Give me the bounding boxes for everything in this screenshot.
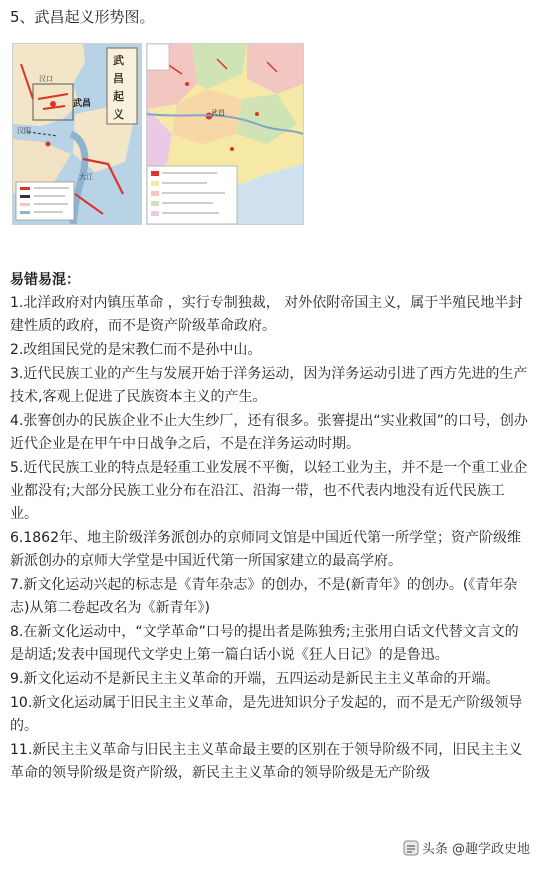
watermark	[403, 838, 530, 857]
place-label-river: 大江	[79, 173, 93, 181]
section-title-common-mistakes: 易错易混：	[10, 272, 80, 288]
place-label-wuchang: 武昌	[73, 99, 92, 109]
list-item: 1.北洋政府对内镇压革命 ，实行专制独裁， 对外依附帝国主义，属于半殖民地半封建性质的政府，而不是资产阶级革命政府。	[10, 295, 523, 334]
national-situation-map-graphic	[147, 44, 303, 224]
list-item: 6.1862年、地主阶级洋务派创办的京师同文馆是中国近代第一所学堂；资产阶级维新派创办的京师大学堂是中国近代第一所国家建立的最高学府。	[10, 530, 521, 569]
map-title-char: 昌	[113, 72, 124, 85]
wuchang-battle-map	[12, 43, 142, 225]
list-item: 10.新文化运动属于旧民主主义革命，是先进知识分子发起的，而不是无产阶级领导的。	[10, 695, 523, 734]
list-item: 5.近代民族工业的特点是轻重工业发展不平衡，以轻工业为主，并不是一个重工业企业都没有;大部分民族工业分布在沿江、沿海一带，也不代表内地没有近代民族工业。	[10, 460, 528, 522]
list-item: 9.新文化运动不是新民主主义革命的开端，五四运动是新民主主义革命的开端。	[10, 671, 500, 687]
toutiao-logo-icon	[403, 840, 419, 856]
list-item: 4.张謇创办的民族企业不止大生纱厂，还有很多。张謇提出“实业救国”的口号，创办近代企业是在甲午中日战争之后，不是在洋务运动时期。	[10, 413, 528, 452]
list-item: 7.新文化运动兴起的标志是《青年杂志》的创办，不是(新青年》的创办。(《青年杂志)从第二卷起改名为《新青年》)	[10, 577, 518, 616]
wuchang-uprising-maps	[12, 43, 302, 223]
watermark-text: 头条 @趣学政史地	[421, 842, 530, 857]
list-item: 2.改组国民党的是宋教仁而不是孙中山。	[10, 342, 262, 358]
mistake-list	[10, 292, 532, 786]
section-heading: 5、武昌起义形势图。	[10, 8, 155, 26]
place-label-hankou: 汉口	[39, 75, 53, 83]
list-item: 8.在新文化运动中，“文学革命”口号的提出者是陈独秀;主张用白话文代替文言文的是胡适;发表中国现代文学史上第一篇白话小说《狂人日记》的是鲁迅。	[10, 624, 519, 663]
place-label-hanyang: 汉阳	[17, 127, 31, 135]
list-item: 11.新民主主义革命与旧民主主义革命最主要的区别在于领导阶级不同，旧民主主义革命的领导阶级是资产阶级，新民主主义革命的领导阶级是无产阶级	[10, 742, 523, 781]
map-title-char: 武	[113, 54, 124, 67]
list-item: 3.近代民族工业的产生与发展开始于洋务运动，因为洋务运动引进了西方先进的生产技术,客观上促进了民族资本主义的产生。	[10, 366, 528, 405]
national-situation-map	[146, 43, 304, 225]
place-label-wuchang-national: 武昌	[211, 109, 225, 117]
map-title-char: 义	[113, 108, 124, 121]
map-title-char: 起	[113, 90, 124, 103]
